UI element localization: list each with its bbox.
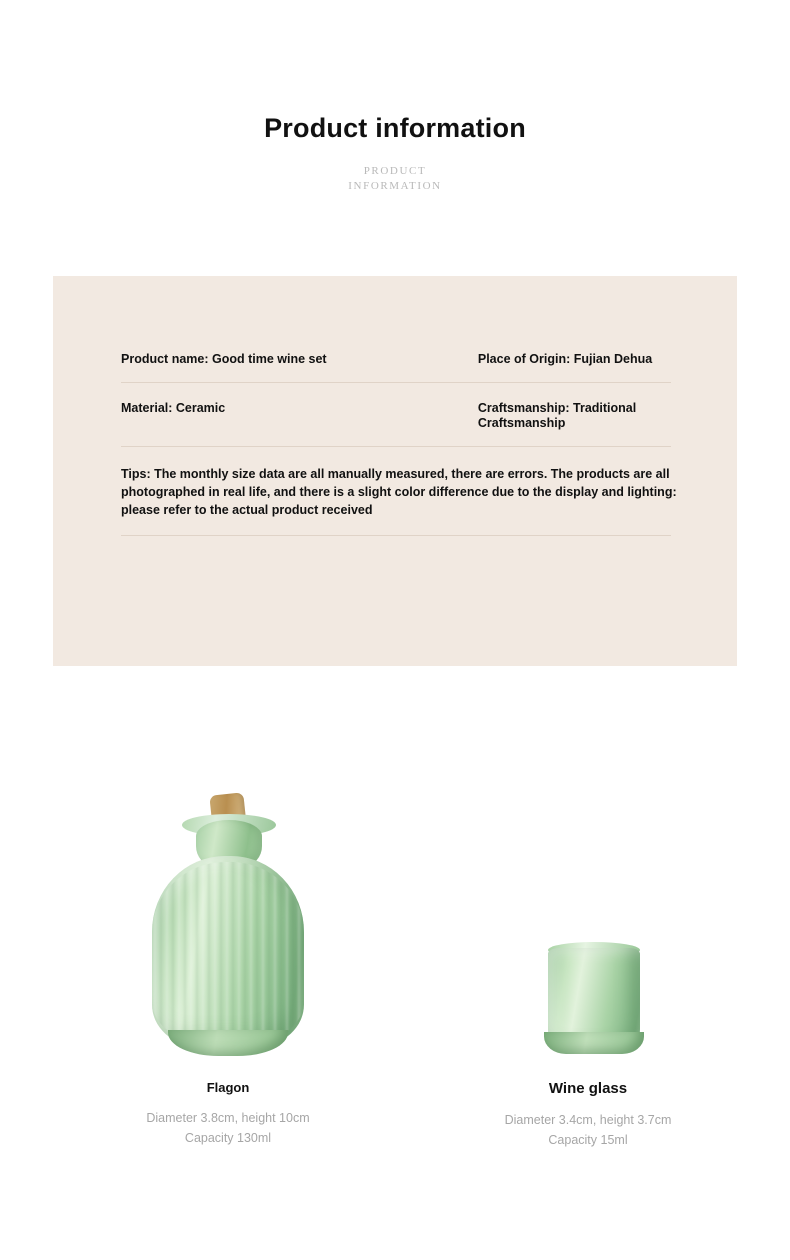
flagon-spec-line1: Diameter 3.8cm, height 10cm: [146, 1111, 310, 1125]
page-subtitle: [0, 164, 790, 194]
wine-glass-spec-line1: Diameter 3.4cm, height 3.7cm: [504, 1113, 672, 1127]
page-header: [0, 0, 790, 194]
product-name-value: Product name: Good time wine set: [121, 352, 327, 366]
craftsmanship-value: Craftsmanship: Traditional Craftsmanship: [477, 400, 637, 431]
wine-glass-base: [544, 1032, 644, 1054]
page-title: Product information: [264, 113, 526, 143]
flagon-spec: [110, 1108, 346, 1148]
product-info-table: [121, 352, 677, 536]
page-subtitle-line1: PRODUCT: [363, 165, 427, 178]
flagon-label: Flagon: [206, 1080, 250, 1095]
product-item-flagon: [110, 780, 346, 1148]
flagon-spec-line2: Capacity 130ml: [184, 1131, 272, 1145]
page-subtitle-line2: INFORMATION: [348, 180, 442, 193]
flagon-foot: [168, 1030, 288, 1056]
tips-value: Tips: The monthly size data are all manually measured, there are errors. The products are all photographed in real life, and there is a slight color difference due to the display and lighting: please refer to the actual product received: [121, 466, 677, 518]
info-row-material-craft: [121, 401, 671, 447]
wine-glass-label: Wine glass: [548, 1080, 628, 1097]
product-info-panel: [53, 276, 737, 666]
wine-glass-spec: [470, 1110, 706, 1150]
product-item-wine-glass: [470, 780, 706, 1150]
wine-glass-spec-line2: Capacity 15ml: [548, 1133, 628, 1147]
place-of-origin-value: Place of Origin: Fujian Dehua: [477, 352, 653, 366]
material-value: Material: Ceramic: [121, 400, 226, 415]
info-row-name-origin: [121, 352, 671, 383]
wine-glass-image: [470, 780, 706, 1070]
flagon-image: [110, 780, 346, 1070]
flagon-ribs: [152, 862, 304, 1040]
info-row-tips: [121, 465, 677, 536]
